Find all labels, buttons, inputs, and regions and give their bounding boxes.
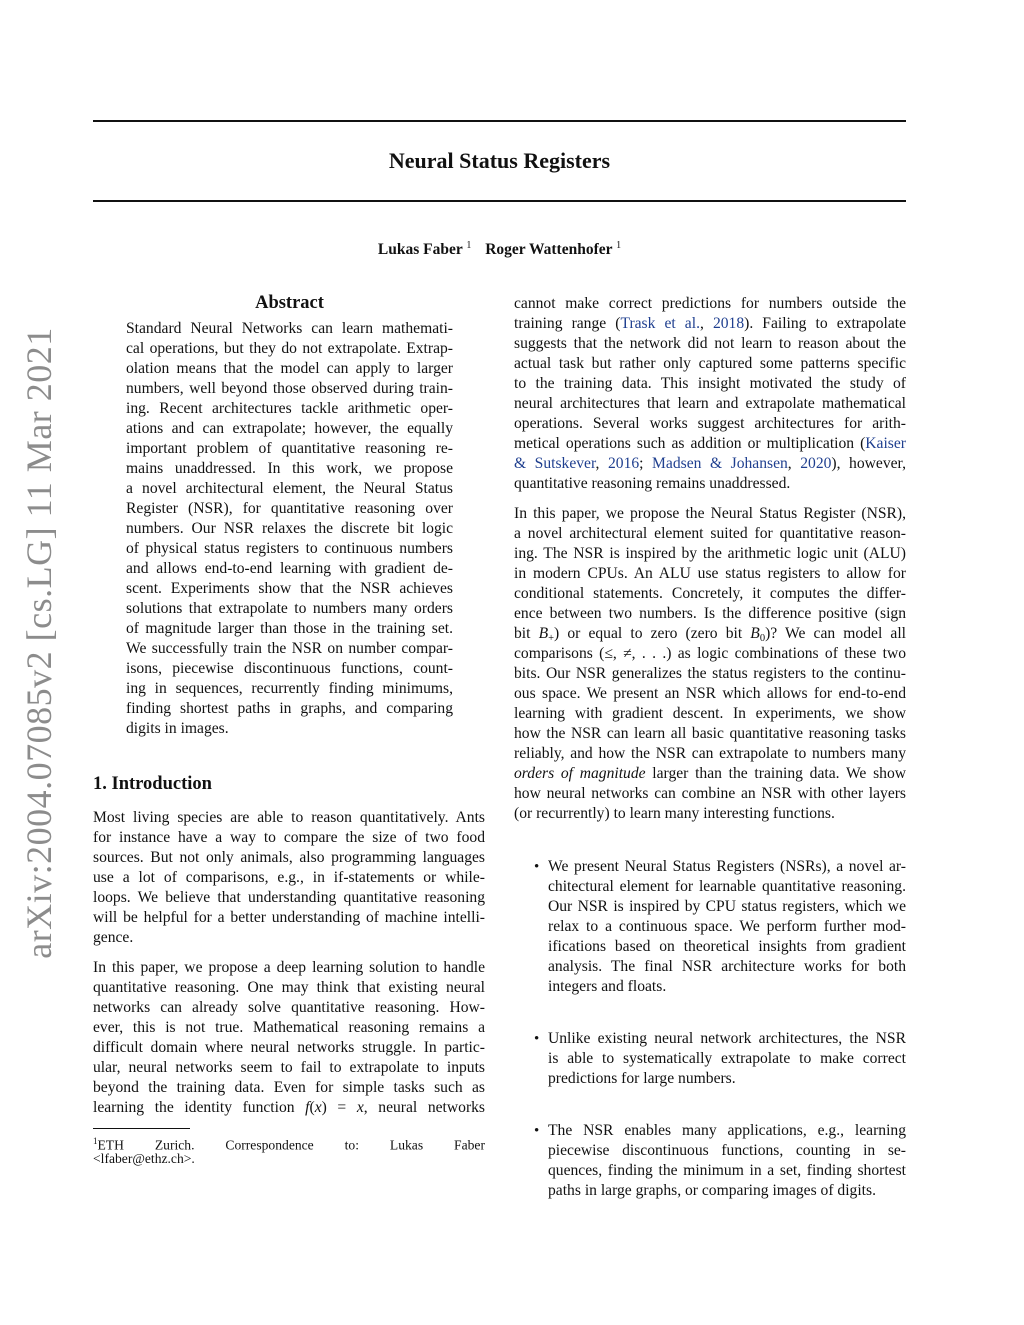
text-line: quences, finding the minimum in a set, finding shortest xyxy=(548,1162,906,1179)
text-line: Our NSR is inspired by CPU status registers, which we xyxy=(548,898,906,915)
text-line: and allows end-to-end learning with gradient de- xyxy=(126,560,453,577)
text-line: The NSR enables many applications, e.g., learning xyxy=(548,1122,906,1139)
text-line: ever, this is not true. Mathematical reasoning remains a xyxy=(93,1019,485,1036)
text-line: relax to a continuous space. We perform further mod- xyxy=(548,918,906,935)
text-line xyxy=(514,314,906,334)
text-line: cannot make correct predictions for numbers outside the xyxy=(514,295,906,312)
text-segment: orders of magnitude xyxy=(514,765,646,782)
text-line: will be helpful for a better understanding of machine intelli- xyxy=(93,909,485,926)
text-segment: ), however, xyxy=(831,455,907,472)
text-segment: )? We can model all xyxy=(765,625,906,642)
text-line: (or recurrently) to learn many interesting functions. xyxy=(514,805,835,822)
bullet-icon: • xyxy=(534,1031,540,1047)
footnote xyxy=(93,1132,485,1168)
text-line: important problem of quantitative reasoning re- xyxy=(126,440,453,457)
text-line: ations and can extrapolate; however, the equally xyxy=(126,420,453,437)
text-line: conditional statements. Concretely, it computes the differ- xyxy=(514,585,906,602)
text-segment: learning the identity function xyxy=(93,1099,306,1116)
author xyxy=(378,241,471,258)
text-line: comparisons (≤, ≠, . . .) as logic combinations of these two xyxy=(514,645,906,662)
text-line: Standard Neural Networks can learn mathemati- xyxy=(126,320,453,337)
text-line xyxy=(93,1098,485,1118)
text-line: Unlike existing neural network architectures, the NSR xyxy=(548,1030,906,1047)
affiliation-mark: 1 xyxy=(616,240,622,251)
text-line: finding shortest paths in graphs, and comparing xyxy=(126,700,453,717)
text-line: use a lot of comparisons, e.g., in if-statements or while- xyxy=(93,869,485,886)
text-line: We successfully train the NSR on number compar- xyxy=(126,640,453,657)
text-line: In this paper, we propose the Neural Status Register (NSR), xyxy=(514,505,906,522)
text-line xyxy=(514,454,906,474)
text-line: suggests that the network did not learn to reason about the xyxy=(514,335,906,352)
footnote-text: ETH Zurich. Correspondence to: Lukas Faber xyxy=(97,1137,485,1153)
text-line: in modern CPUs. An ALU use status registers to allow for xyxy=(514,565,906,582)
text-line: learning with gradient descent. In experiments, we show xyxy=(514,705,906,722)
text-line: reliably, and how the NSR can extrapolate to numbers many xyxy=(514,745,906,762)
text-line: quantitative reasoning remains unaddressed. xyxy=(514,475,791,492)
text-segment: ). Failing to extrapolate xyxy=(744,315,906,332)
text-line: neural architectures that learn and extrapolate mathematical xyxy=(514,395,906,412)
text-segment: , xyxy=(595,455,608,472)
text-line: gence. xyxy=(93,929,134,946)
author-name: Roger Wattenhofer xyxy=(485,241,613,259)
footnote-email: <lfaber@ethz.ch>. xyxy=(93,1151,195,1166)
footnote-rule xyxy=(93,1128,190,1129)
citation-link[interactable]: 2016 xyxy=(607,455,640,472)
text-line: Most living species are able to reason quantitatively. Ants xyxy=(93,809,485,826)
contribution-item xyxy=(534,1029,906,1089)
affiliation-mark: 1 xyxy=(466,240,472,251)
text-line: analysis. The final NSR architecture works for both xyxy=(548,958,906,975)
text-line: ular, neural networks seem to fail to extrapolate to inputs xyxy=(93,1059,485,1076)
text-line: ing in sequences, recurrently finding minimums, xyxy=(126,680,453,697)
text-segment: , xyxy=(699,315,713,332)
bullet-icon: • xyxy=(534,859,540,875)
text-line: networks can already solve quantitative reasoning. How- xyxy=(93,999,485,1016)
author-list xyxy=(93,236,906,260)
intro-paragraph-3 xyxy=(514,294,906,494)
text-line: cal operations, but they do not extrapolate. Extrap- xyxy=(126,340,453,357)
text-line: numbers, well beyond those observed during train- xyxy=(126,380,453,397)
text-line: operations. Several works suggest architectures for arith- xyxy=(514,415,906,432)
text-line: ifications based on theoretical insights from gradient xyxy=(548,938,906,955)
text-line: solutions that extrapolate to numbers many orders xyxy=(126,600,453,617)
text-line: digits in images. xyxy=(126,720,229,737)
text-line: beyond the training data. Even for simple tasks such as xyxy=(93,1079,485,1096)
contribution-item xyxy=(534,1121,906,1201)
text-line: piecewise discontinuous functions, counting in se- xyxy=(548,1142,906,1159)
text-line: integers and floats. xyxy=(548,978,667,995)
intro-paragraph-1 xyxy=(93,808,485,948)
text-line: how neural networks can combine an NSR with other layers xyxy=(514,785,906,802)
text-line: for instance have a way to compare the size of two food xyxy=(93,829,485,846)
text-line: We present Neural Status Registers (NSRs), a novel ar- xyxy=(548,858,906,875)
text-line: mains unaddressed. In this work, we propose xyxy=(126,460,453,477)
text-line: Register (NSR), for quantitative reasoning over xyxy=(126,500,453,517)
text-segment: , xyxy=(787,455,801,472)
text-segment: , neural networks xyxy=(363,1099,485,1116)
text-segment: ) = xyxy=(321,1099,357,1116)
text-line: isons, piecewise discontinuous functions, count- xyxy=(126,660,453,677)
text-line: ous space. We present an NSR which allows for end-to-end xyxy=(514,685,906,702)
text-line xyxy=(514,434,906,454)
text-line: scent. Experiments show that the NSR achieves xyxy=(126,580,453,597)
text-line: olation means that the model can apply to larger xyxy=(126,360,453,377)
text-line: a novel architectural element, the Neural Status xyxy=(126,480,453,497)
intro-paragraph-4 xyxy=(514,504,906,824)
intro-paragraph-2 xyxy=(93,958,485,1118)
text-segment: larger than the training data. We show xyxy=(645,765,907,782)
text-line: of physical status registers to continuous numbers xyxy=(126,540,453,557)
abstract-heading: Abstract xyxy=(255,293,324,313)
author xyxy=(485,241,621,258)
bullet-icon: • xyxy=(534,1123,540,1139)
footnote-line xyxy=(93,1132,485,1153)
citation-link[interactable]: 2020 xyxy=(800,455,832,472)
text-line xyxy=(514,624,906,644)
text-line: ing. The NSR is inspired by the arithmetic logic unit (ALU) xyxy=(514,545,906,562)
text-segment: f xyxy=(305,1099,310,1116)
text-segment: x xyxy=(356,1099,364,1116)
citation-link[interactable]: Trask et al. xyxy=(620,315,700,332)
text-line xyxy=(514,764,906,784)
text-segment: bit xyxy=(514,625,539,642)
text-line: predictions for large numbers. xyxy=(548,1070,736,1087)
text-line: of magnitude larger than those in the training set. xyxy=(126,620,453,637)
citation-link[interactable]: 2018 xyxy=(712,315,745,332)
text-segment: metical operations such as addition or multiplication ( xyxy=(514,435,866,452)
text-segment: + xyxy=(548,633,555,644)
abstract-body xyxy=(126,319,453,739)
contribution-item xyxy=(534,857,906,997)
text-segment: ; xyxy=(639,455,653,472)
text-line: ence between two numbers. Is the difference positive (sign xyxy=(514,605,906,622)
text-segment: B xyxy=(538,625,549,642)
title-rule-bottom xyxy=(93,200,906,202)
text-line: a novel architectural element suited for quantitative reason- xyxy=(514,525,906,542)
citation-link[interactable]: Kaiser xyxy=(865,435,906,452)
text-segment: 0 xyxy=(759,633,766,644)
citation-link[interactable]: & Sutskever xyxy=(514,455,596,472)
text-line: to the training data. This insight motivated the study of xyxy=(514,375,906,392)
text-line: sources. But not only animals, also programming languages xyxy=(93,849,485,866)
arxiv-identifier-stamp: arXiv:2004.07085v2 [cs.LG] 11 Mar 2021 xyxy=(19,327,59,959)
title-rule-top xyxy=(93,120,906,122)
author-name: Lukas Faber xyxy=(377,241,463,259)
text-line: numbers. Our NSR relaxes the discrete bit logic xyxy=(126,520,453,537)
text-line: is able to systematically extrapolate to make correct xyxy=(548,1050,906,1067)
text-segment: training range ( xyxy=(514,315,621,332)
text-segment: B xyxy=(750,625,760,642)
footnote-mark: 1 xyxy=(93,1136,98,1146)
text-line: difficult domain where neural networks struggle. In partic- xyxy=(93,1039,485,1056)
text-segment: x xyxy=(314,1099,322,1116)
text-line: actual task but rather only captured some patterns specific xyxy=(514,355,906,372)
text-line: loops. We believe that understanding quantitative reasoning xyxy=(93,889,485,906)
citation-link[interactable]: Madsen & Johansen xyxy=(652,455,788,472)
text-line: ing. Recent architectures tackle arithmetic oper- xyxy=(126,400,453,417)
text-segment: ) or equal to zero (zero bit xyxy=(554,625,751,642)
text-line: quantitative reasoning. One may think that existing neural xyxy=(93,979,485,996)
text-line: In this paper, we propose a deep learning solution to handle xyxy=(93,959,485,976)
paper-title: Neural Status Registers xyxy=(388,148,611,173)
introduction-heading: 1. Introduction xyxy=(93,774,212,794)
text-line: bits. Our NSR generalizes the status registers to the continu- xyxy=(514,665,906,682)
text-line: chitectural element for learnable quantitative reasoning. xyxy=(548,878,906,895)
text-line: how the NSR can learn all basic quantitative reasoning tasks xyxy=(514,725,906,742)
text-segment: ( xyxy=(309,1099,315,1116)
text-line: paths in large graphs, or comparing images of digits. xyxy=(548,1182,876,1199)
